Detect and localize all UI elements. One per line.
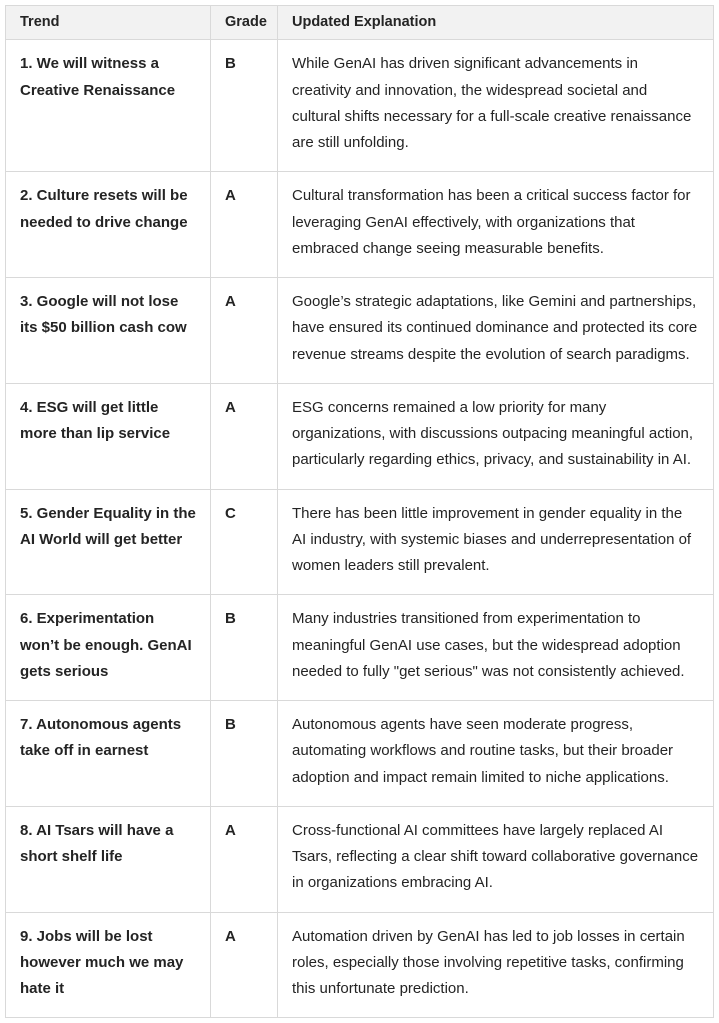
grade-cell: A [211,172,278,278]
grade-cell: A [211,806,278,912]
trend-cell: 8. AI Tsars will have a short shelf life [6,806,211,912]
header-row [6,6,714,40]
table-row [6,806,714,912]
trend-cell: 7. Autonomous agents take off in earnest [6,701,211,807]
table-header [6,6,714,40]
grade-cell: B [211,595,278,701]
explanation-cell: While GenAI has driven significant advancements in creativity and innovation, the widespread societal and cultural shifts necessary for a full-scale creative renaissance are still unfolding. [278,40,714,172]
grade-cell: C [211,489,278,595]
trend-cell: 4. ESG will get little more than lip service [6,383,211,489]
grade-cell: A [211,383,278,489]
table-row [6,701,714,807]
trend-cell: 9. Jobs will be lost however much we may hate it [6,912,211,1018]
grade-cell: A [211,912,278,1018]
column-header-trend: Trend [6,6,211,40]
table-row [6,912,714,1018]
explanation-cell: Many industries transitioned from experimentation to meaningful GenAI use cases, but the widespread adoption needed to fully "get serious" was not consistently achieved. [278,595,714,701]
explanation-cell: Cross-functional AI committees have largely replaced AI Tsars, reflecting a clear shift toward collaborative governance in organizations embracing AI. [278,806,714,912]
trend-cell: 1. We will witness a Creative Renaissance [6,40,211,172]
table-row [6,383,714,489]
table-row [6,40,714,172]
table-body [6,40,714,1018]
column-header-updated-explanation: Updated Explanation [278,6,714,40]
trends-grades-table [5,5,714,1018]
explanation-cell: Cultural transformation has been a critical success factor for leveraging GenAI effectively, with organizations that embraced change seeing measurable benefits. [278,172,714,278]
explanation-cell: Autonomous agents have seen moderate progress, automating workflows and routine tasks, but their broader adoption and impact remain limited to niche applications. [278,701,714,807]
explanation-cell: ESG concerns remained a low priority for many organizations, with discussions outpacing meaningful action, particularly regarding ethics, privacy, and sustainability in AI. [278,383,714,489]
table-row [6,172,714,278]
trend-cell: 6. Experimentation won’t be enough. GenAI gets serious [6,595,211,701]
trend-cell: 5. Gender Equality in the AI World will get better [6,489,211,595]
table-row [6,489,714,595]
trend-cell: 2. Culture resets will be needed to drive change [6,172,211,278]
grade-cell: A [211,278,278,384]
explanation-cell: Google’s strategic adaptations, like Gemini and partnerships, have ensured its continued dominance and protected its core revenue streams despite the evolution of search paradigms. [278,278,714,384]
explanation-cell: There has been little improvement in gender equality in the AI industry, with systemic biases and underrepresentation of women leaders still prevalent. [278,489,714,595]
table-row [6,595,714,701]
explanation-cell: Automation driven by GenAI has led to job losses in certain roles, especially those involving repetitive tasks, confirming this unfortunate prediction. [278,912,714,1018]
column-header-grade: Grade [211,6,278,40]
trend-cell: 3. Google will not lose its $50 billion cash cow [6,278,211,384]
grade-cell: B [211,701,278,807]
table-row [6,278,714,384]
grade-cell: B [211,40,278,172]
